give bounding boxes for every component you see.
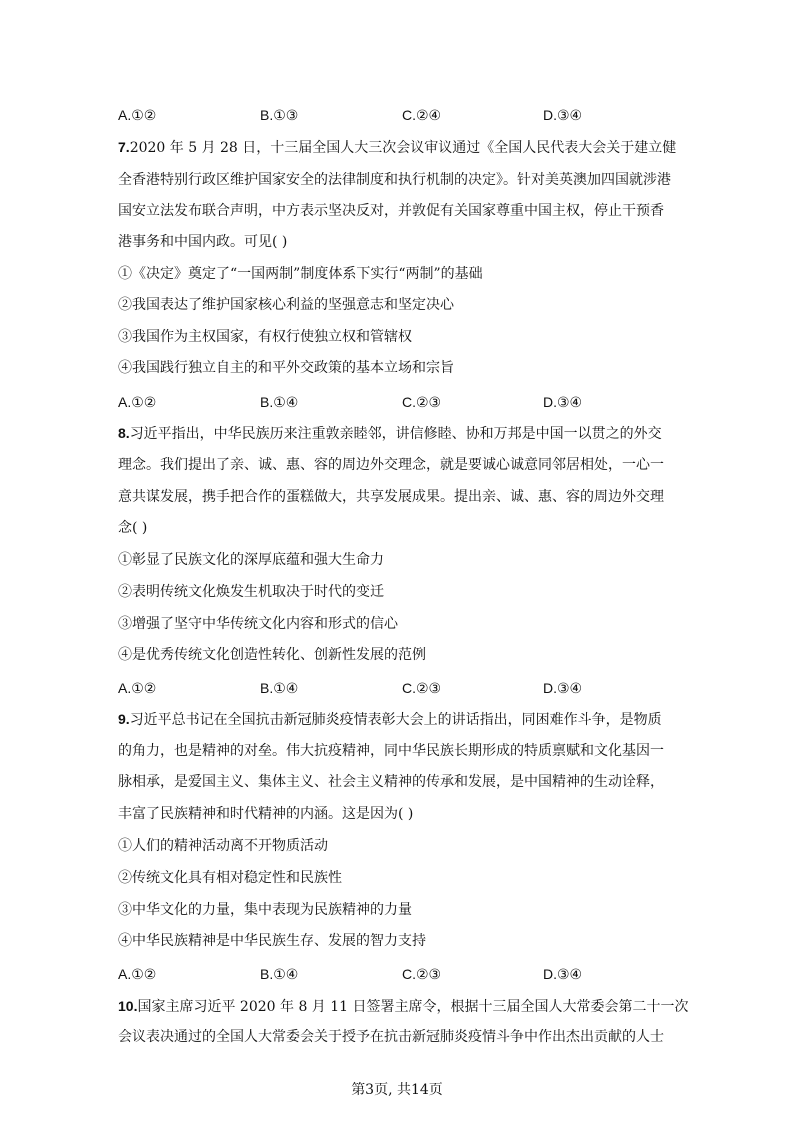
q8-item-3: ③增强了坚守中华传统文化内容和形式的信心 <box>118 616 398 632</box>
page-footer: 第3页, 共14页 <box>351 1082 443 1098</box>
q8-item-1: ①彰显了民族文化的深厚底蕴和强大生命力 <box>118 552 384 568</box>
q9-stem-line-4: 丰富了民族精神和时代精神的内涵。这是因为( ) <box>118 806 414 822</box>
q7-options <box>118 392 678 412</box>
q6-option-d: D.③④ <box>543 107 583 123</box>
q7-item-3: ③我国作为主权国家，有权行使独立权和管辖权 <box>118 329 412 345</box>
q7-item-1: ①《决定》奠定了“一国两制”制度体系下实行“两制”的基础 <box>118 266 483 282</box>
q7-option-b: B.①④ <box>260 394 299 410</box>
q9-stem-line-3: 脉相承，是爱国主义、集体主义、社会主义精神的传承和发展，是中国精神的生动诠释， <box>118 774 664 790</box>
q8-stem-line-1: 8.习近平指出，中华民族历来注重敦亲睦邻，讲信修睦、协和万邦是中国一以贯之的外交 <box>118 425 662 442</box>
q8-stem-line-4: 念( ) <box>118 520 148 536</box>
q9-option-c: C.②③ <box>402 966 442 982</box>
q9-options <box>118 964 678 984</box>
q7-item-4: ④我国践行独立自主的和平外交政策的基本立场和宗旨 <box>118 360 454 376</box>
q7-stem-line-4: 港事务和中国内政。可见( ) <box>118 234 288 250</box>
q10-number: 10. <box>118 998 138 1014</box>
q10-stem-line-1: 10.国家主席习近平 2020 年 8 月 11 日签署主席令，根据十三届全国人大常委会第二十一次 <box>118 998 689 1015</box>
q7-option-a: A.①② <box>118 394 157 410</box>
q6-option-b: B.①③ <box>260 107 299 123</box>
q7-option-c: C.②③ <box>402 394 442 410</box>
q8-number: 8. <box>118 425 130 441</box>
q9-item-3: ③中华文化的力量，集中表现为民族精神的力量 <box>118 902 412 918</box>
q8-option-c: C.②③ <box>402 680 442 696</box>
q10-stem-line-2: 会议表决通过的全国人大常委会关于授予在抗击新冠肺炎疫情斗争中作出杰出贡献的人士 <box>118 1029 664 1045</box>
q7-stem-line-3: 国安立法发布联合声明，中方表示坚决反对，并敦促有关国家尊重中国主权，停止干预香 <box>118 203 664 219</box>
q7-option-d: D.③④ <box>543 394 583 410</box>
q6-option-c: C.②④ <box>402 107 442 123</box>
q9-stem-line-2: 的角力，也是精神的对垒。伟大抗疫精神，同中华民族长期形成的特质禀赋和文化基因一 <box>118 743 664 759</box>
q8-option-a: A.①② <box>118 680 157 696</box>
q9-option-a: A.①② <box>118 966 157 982</box>
q7-stem-line-2: 全香港特别行政区维护国家安全的法律制度和执行机制的决定》。针对美英澳加四国就涉港 <box>118 172 671 188</box>
q7-stem-line-1: 7.2020 年 5 月 28 日，十三届全国人大三次会议审议通过《全国人民代表大会关于建立健 <box>118 139 677 156</box>
q8-stem-line-2: 理念。我们提出了亲、诚、惠、容的周边外交理念，就是要诚心诚意同邻居相处，一心一 <box>118 457 664 473</box>
q8-option-b: B.①④ <box>260 680 299 696</box>
q9-option-b: B.①④ <box>260 966 299 982</box>
q9-stem-line-1: 9.习近平总书记在全国抗击新冠肺炎疫情表彰大会上的讲话指出，同困难作斗争，是物质 <box>118 711 662 728</box>
q8-options <box>118 678 678 698</box>
q7-number: 7. <box>118 139 130 155</box>
q8-stem-line-3: 意共谋发展，携手把合作的蛋糕做大，共享发展成果。提出亲、诚、惠、容的周边外交理 <box>118 489 664 505</box>
q9-number: 9. <box>118 711 130 727</box>
q9-item-2: ②传统文化具有相对稳定性和民族性 <box>118 870 342 886</box>
q6-option-a: A.①② <box>118 107 157 123</box>
q9-item-4: ④中华民族精神是中华民族生存、发展的智力支持 <box>118 933 426 949</box>
q7-item-2: ②我国表达了维护国家核心利益的坚强意志和坚定决心 <box>118 297 454 313</box>
q8-item-4: ④是优秀传统文化创造性转化、创新性发展的范例 <box>118 647 426 663</box>
q8-option-d: D.③④ <box>543 680 583 696</box>
q8-item-2: ②表明传统文化焕发生机取决于时代的变迁 <box>118 584 384 600</box>
q9-item-1: ①人们的精神活动离不开物质活动 <box>118 838 328 854</box>
q9-option-d: D.③④ <box>543 966 583 982</box>
q6-options <box>118 105 678 125</box>
